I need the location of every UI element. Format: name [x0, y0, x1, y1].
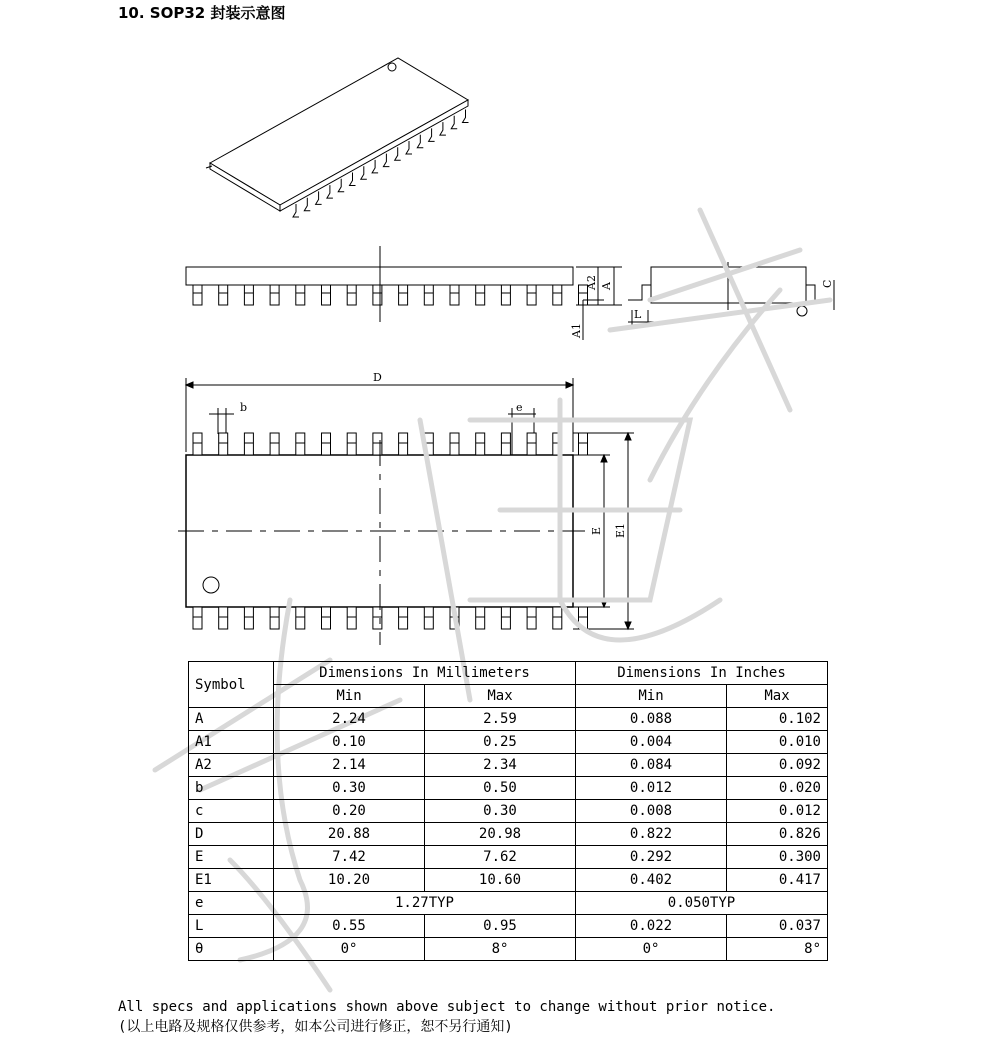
- pin: [327, 185, 333, 198]
- cell-in-min: 0.822: [576, 823, 727, 846]
- table-row: [189, 708, 828, 731]
- cell-mm-max: 2.34: [425, 754, 576, 777]
- label-E1: E1: [614, 522, 627, 538]
- cell-in-max: 8°: [727, 938, 828, 961]
- header-in-min: Min: [576, 685, 727, 708]
- label-A1: A1: [570, 323, 583, 338]
- cell-in-max: 0.102: [727, 708, 828, 731]
- footer-notice: [118, 997, 775, 1037]
- pin: [372, 160, 378, 173]
- pin: [296, 433, 305, 455]
- cell-in-min: 0.008: [576, 800, 727, 823]
- table-row: [189, 823, 828, 846]
- pin: [304, 198, 310, 211]
- pin: [553, 433, 562, 455]
- cell-mm-min: 0°: [274, 938, 425, 961]
- cell-in-min: 0.088: [576, 708, 727, 731]
- pin: [383, 154, 389, 167]
- table-row: [189, 800, 828, 823]
- pin: [270, 607, 279, 629]
- cell-in-max: 0.010: [727, 731, 828, 754]
- pin: [424, 433, 433, 455]
- cell-in-min: 0.022: [576, 915, 727, 938]
- pin: [373, 285, 382, 305]
- cell-symbol: A: [189, 708, 274, 731]
- cell-symbol: E: [189, 846, 274, 869]
- cell-mm-min: 2.14: [274, 754, 425, 777]
- pin: [193, 285, 202, 305]
- cell-mm-max: 20.98: [425, 823, 576, 846]
- pin: [350, 173, 356, 186]
- cell-in-max: 0.092: [727, 754, 828, 777]
- label-L: L: [634, 308, 642, 321]
- pin: [270, 433, 279, 455]
- pin: [322, 433, 331, 455]
- pin: [293, 204, 299, 217]
- pin: [579, 607, 588, 629]
- table-row: [189, 846, 828, 869]
- pin: [440, 122, 446, 135]
- pin: [501, 607, 510, 629]
- label-C: C: [821, 279, 834, 288]
- footer-line-cn: (以上电路及规格仅供参考，如本公司进行修正，恕不另行通知): [118, 1019, 513, 1035]
- cell-in-min: 0.012: [576, 777, 727, 800]
- header-mm: Dimensions In Millimeters: [274, 662, 576, 685]
- cell-mm-max: 0.25: [425, 731, 576, 754]
- cell-mm-max: 0.50: [425, 777, 576, 800]
- cell-symbol: c: [189, 800, 274, 823]
- pin: [347, 433, 356, 455]
- header-symbol: Symbol: [189, 662, 274, 708]
- cell-symbol: b: [189, 777, 274, 800]
- cell-symbol: e: [189, 892, 274, 915]
- cell-mm-min: 0.30: [274, 777, 425, 800]
- footer-line-en: All specs and applications shown above subject to change without prior notice.: [118, 999, 776, 1015]
- cell-symbol: E1: [189, 869, 274, 892]
- cell-symbol: D: [189, 823, 274, 846]
- pin: [193, 433, 202, 455]
- cell-mm-max: 10.60: [425, 869, 576, 892]
- pin: [219, 285, 228, 305]
- label-A: A: [600, 282, 613, 290]
- header-mm-max: Max: [425, 685, 576, 708]
- pin: [579, 433, 588, 455]
- table-row: [189, 731, 828, 754]
- pin: [424, 285, 433, 305]
- cell-mm-max: 2.59: [425, 708, 576, 731]
- header-in-max: Max: [727, 685, 828, 708]
- table-row: [189, 892, 828, 915]
- pin: [244, 285, 253, 305]
- pin: [406, 141, 412, 154]
- cell-symbol: A1: [189, 731, 274, 754]
- pin: [322, 285, 331, 305]
- cell-in-max: 0.826: [727, 823, 828, 846]
- cell-mm-typ: 1.27TYP: [274, 892, 576, 915]
- label-D: D: [373, 371, 382, 384]
- pin: [527, 433, 536, 455]
- cell-in-min: 0.004: [576, 731, 727, 754]
- cell-symbol: θ: [189, 938, 274, 961]
- pin: [219, 607, 228, 629]
- pin: [373, 607, 382, 629]
- table-row: [189, 915, 828, 938]
- pin: [450, 433, 459, 455]
- pin: [424, 607, 433, 629]
- pin: [527, 607, 536, 629]
- pin: [527, 285, 536, 305]
- pin: [501, 433, 510, 455]
- cell-in-max: 0.300: [727, 846, 828, 869]
- pin: [338, 179, 344, 192]
- top-view: [178, 378, 634, 645]
- isometric-view: [206, 58, 469, 217]
- table-row: [189, 777, 828, 800]
- pin: [450, 285, 459, 305]
- pin: [463, 110, 469, 123]
- cell-mm-min: 20.88: [274, 823, 425, 846]
- cell-mm-min: 0.55: [274, 915, 425, 938]
- pin: [193, 607, 202, 629]
- pin: [296, 607, 305, 629]
- pin: [316, 191, 322, 204]
- end-view: [628, 262, 834, 326]
- cell-mm-min: 2.24: [274, 708, 425, 731]
- cell-in-min: 0.402: [576, 869, 727, 892]
- pin: [244, 607, 253, 629]
- cell-in-typ: 0.050TYP: [576, 892, 828, 915]
- label-A2: A2: [585, 275, 598, 290]
- cell-symbol: L: [189, 915, 274, 938]
- pin: [476, 433, 485, 455]
- cell-in-max: 0.012: [727, 800, 828, 823]
- table-row: [189, 869, 828, 892]
- side-view: [186, 246, 622, 340]
- pin: [451, 116, 457, 129]
- cell-in-min: 0°: [576, 938, 727, 961]
- pin: [399, 607, 408, 629]
- pin: [553, 285, 562, 305]
- pin: [219, 433, 228, 455]
- cell-mm-min: 0.20: [274, 800, 425, 823]
- pin: [399, 433, 408, 455]
- pin: [417, 135, 423, 148]
- pin: [429, 128, 435, 141]
- cell-in-max: 0.417: [727, 869, 828, 892]
- cell-in-min: 0.292: [576, 846, 727, 869]
- pin: [322, 607, 331, 629]
- label-E: E: [590, 526, 603, 535]
- pin: [450, 607, 459, 629]
- pin: [270, 285, 279, 305]
- label-e: e: [516, 401, 523, 414]
- cell-mm-max: 7.62: [425, 846, 576, 869]
- pin: [244, 433, 253, 455]
- dimensions-table: [188, 661, 828, 961]
- pin: [476, 607, 485, 629]
- header-inches: Dimensions In Inches: [576, 662, 828, 685]
- cell-mm-min: 10.20: [274, 869, 425, 892]
- cell-mm-max: 0.95: [425, 915, 576, 938]
- label-b: b: [240, 401, 248, 414]
- cell-in-max: 0.020: [727, 777, 828, 800]
- pin: [501, 285, 510, 305]
- pin: [373, 433, 382, 455]
- pin: [347, 607, 356, 629]
- cell-mm-max: 8°: [425, 938, 576, 961]
- cell-in-max: 0.037: [727, 915, 828, 938]
- cell-in-min: 0.084: [576, 754, 727, 777]
- cell-mm-min: 7.42: [274, 846, 425, 869]
- pin: [347, 285, 356, 305]
- cell-mm-min: 0.10: [274, 731, 425, 754]
- table-row: [189, 938, 828, 961]
- cell-symbol: A2: [189, 754, 274, 777]
- table-row: [189, 754, 828, 777]
- page-title: 10. SOP32 封装示意图: [118, 4, 286, 22]
- pin: [361, 166, 367, 179]
- pin: [399, 285, 408, 305]
- pin: [553, 607, 562, 629]
- pin: [395, 147, 401, 160]
- cell-mm-max: 0.30: [425, 800, 576, 823]
- pin: [296, 285, 305, 305]
- header-mm-min: Min: [274, 685, 425, 708]
- pin: [476, 285, 485, 305]
